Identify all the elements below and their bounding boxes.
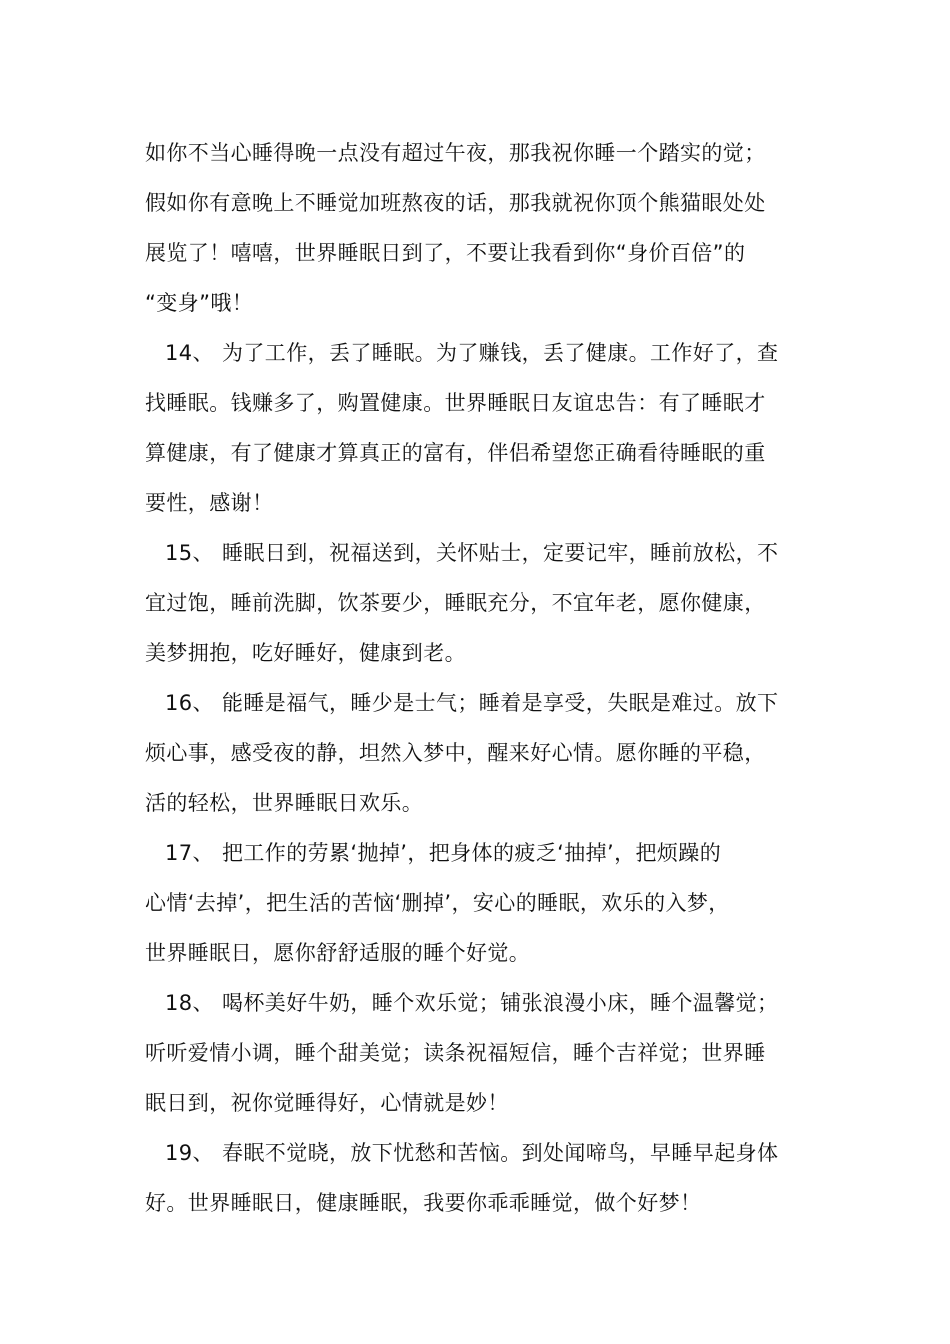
paragraph-first-line <box>145 328 825 378</box>
line-text: 烦心事，感受夜的静，坦然入梦中，醒来好心情。愿你睡的平稳， <box>145 741 766 765</box>
paragraph-line <box>145 428 825 478</box>
line-text: 眠日到，祝你觉睡得好，心情就是妙！ <box>145 1091 509 1115</box>
line-text: 世界睡眠日，愿你舒舒适服的睡个好觉。 <box>145 941 531 965</box>
line-text: 把工作的劳累‘抛掉’，把身体的疲乏‘抽掉’，把烦躁的 <box>222 841 722 865</box>
paragraph-line <box>145 1028 825 1078</box>
paragraph-line <box>145 578 825 628</box>
line-text: 好。世界睡眠日，健康睡眠，我要你乖乖睡觉，做个好梦！ <box>145 1191 702 1215</box>
line-text: 活的轻松，世界睡眠日欢乐。 <box>145 791 424 815</box>
paragraph-first-line <box>145 1128 825 1178</box>
paragraph-first-line <box>145 828 825 878</box>
line-text: 要性，感谢！ <box>145 491 274 515</box>
paragraph-line <box>145 128 825 178</box>
line-text: 睡眠日到，祝福送到，关怀贴士，定要记牢，睡前放松，不 <box>222 541 779 565</box>
item-number: 17、 <box>165 841 214 865</box>
line-text: 能睡是福气，睡少是士气；睡着是享受，失眠是难过。放下 <box>222 691 779 715</box>
paragraph-first-line <box>145 678 825 728</box>
paragraph-line <box>145 878 825 928</box>
item-number: 18、 <box>165 991 214 1015</box>
line-text: 假如你有意晚上不睡觉加班熬夜的话，那我就祝你顶个熊猫眼处处 <box>145 191 766 215</box>
paragraph-line <box>145 478 825 528</box>
paragraph-line <box>145 628 825 678</box>
item-number: 16、 <box>165 691 214 715</box>
paragraph-line <box>145 1178 825 1228</box>
document-body <box>145 128 825 1228</box>
line-text: 春眠不觉晓，放下忧愁和苦恼。到处闻啼鸟，早睡早起身体 <box>222 1141 779 1165</box>
line-text: 喝杯美好牛奶，睡个欢乐觉；铺张浪漫小床，睡个温馨觉； <box>222 991 779 1015</box>
paragraph-line <box>145 1078 825 1128</box>
line-text: 美梦拥抱，吃好睡好，健康到老。 <box>145 641 466 665</box>
item-number: 14、 <box>165 341 214 365</box>
paragraph-line <box>145 278 825 328</box>
line-text: “变身”哦！ <box>145 291 254 315</box>
line-text: 算健康，有了健康才算真正的富有，伴侣希望您正确看待睡眠的重 <box>145 441 766 465</box>
paragraph-first-line <box>145 528 825 578</box>
line-text: 展览了！嘻嘻，世界睡眠日到了，不要让我看到你“身价百倍”的 <box>145 241 746 265</box>
line-text: 宜过饱，睡前洗脚，饮茶要少，睡眠充分，不宜年老，愿你健康， <box>145 591 766 615</box>
paragraph-line <box>145 928 825 978</box>
item-number: 19、 <box>165 1141 214 1165</box>
paragraph-line <box>145 778 825 828</box>
paragraph-line <box>145 378 825 428</box>
paragraph-line <box>145 178 825 228</box>
line-text: 听听爱情小调，睡个甜美觉；读条祝福短信，睡个吉祥觉；世界睡 <box>145 1041 766 1065</box>
line-text: 心情‘去掉’，把生活的苦恼‘删掉’，安心的睡眠，欢乐的入梦， <box>145 891 730 915</box>
line-text: 如你不当心睡得晚一点没有超过午夜，那我祝你睡一个踏实的觉； <box>145 141 766 165</box>
paragraph-line <box>145 728 825 778</box>
paragraph-line <box>145 228 825 278</box>
item-number: 15、 <box>165 541 214 565</box>
line-text: 找睡眠。钱赚多了，购置健康。世界睡眠日友谊忠告：有了睡眠才 <box>145 391 766 415</box>
line-text: 为了工作，丢了睡眠。为了赚钱，丢了健康。工作好了，查 <box>222 341 779 365</box>
paragraph-first-line <box>145 978 825 1028</box>
